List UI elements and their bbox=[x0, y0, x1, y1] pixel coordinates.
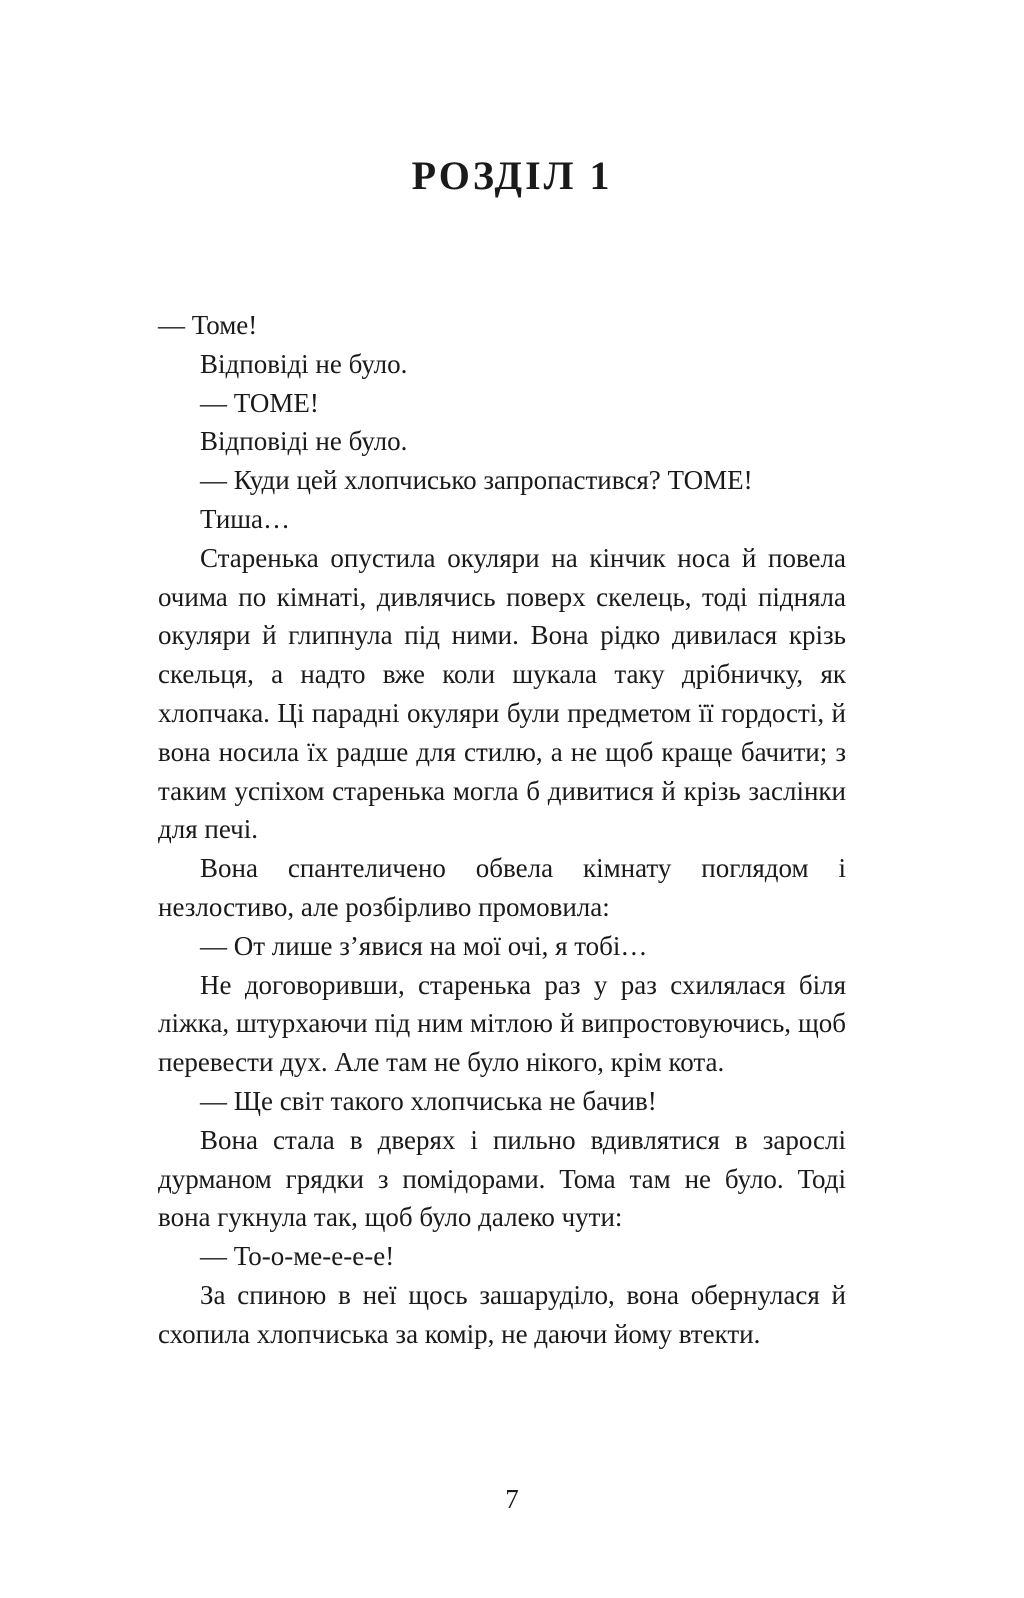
paragraph-8: Вона спантеличено обвела кімнату поглядом і незлостиво, але розбірливо промовила: bbox=[158, 853, 846, 922]
paragraph-14: За спиною в неї щось зашаруділо, вона обернулася й схопила хлопчиська за комір, не даючи йому втекти. bbox=[158, 1279, 846, 1349]
body-text bbox=[158, 306, 846, 1354]
paragraph-4: Відповіді не було. bbox=[200, 426, 408, 457]
paragraph-6: Тиша… bbox=[200, 503, 291, 534]
paragraph-10: Не договоривши, старенька раз у раз схилялася біля ліжка, штурхаючи під ним мітлою й випростовуючись, щоб перевести дух. Але там не було нікого, крім кота. bbox=[158, 969, 846, 1078]
paragraph-13: — То-о-ме-е-е-е! bbox=[200, 1241, 395, 1272]
paragraph-2: Відповіді не було. bbox=[200, 348, 408, 379]
paragraph-9: — От лише з’явися на мої очі, я тобі… bbox=[200, 930, 648, 961]
paragraph-5: — Куди цей хлопчисько запропастився? ТОМЕ! bbox=[200, 465, 753, 496]
chapter-title: РОЗДІЛ 1 bbox=[411, 153, 613, 198]
paragraph-1: — Томе! bbox=[158, 310, 258, 340]
page-number: 7 bbox=[505, 1484, 519, 1514]
paragraph-7: Старенька опустила окуляри на кінчик носа й повела очима по кімнаті, дивлячись поверх скелець, тоді підняла окуляри й глипнула під ними. Вона рідко дивилася крізь скельця, а надто вже коли шукала таку дрібничку, як хлопчака. Ці парадні окуляри були предметом її гордості, й вона носила їх радше для стилю, а не щоб краще бачити; з таким успіхом старенька могла б дивитися й крізь заслінки для печі. bbox=[158, 542, 846, 845]
paragraph-12: Вона стала в дверях і пильно вдивлятися в зарослі дурманом грядки з помідорами. Тома там не було. Тоді вона гукнула так, щоб було далеко чути: bbox=[158, 1124, 846, 1233]
paragraph-11: — Ще світ такого хлопчиська не бачив! bbox=[200, 1085, 657, 1116]
paragraph-3: — ТОМЕ! bbox=[200, 387, 319, 418]
